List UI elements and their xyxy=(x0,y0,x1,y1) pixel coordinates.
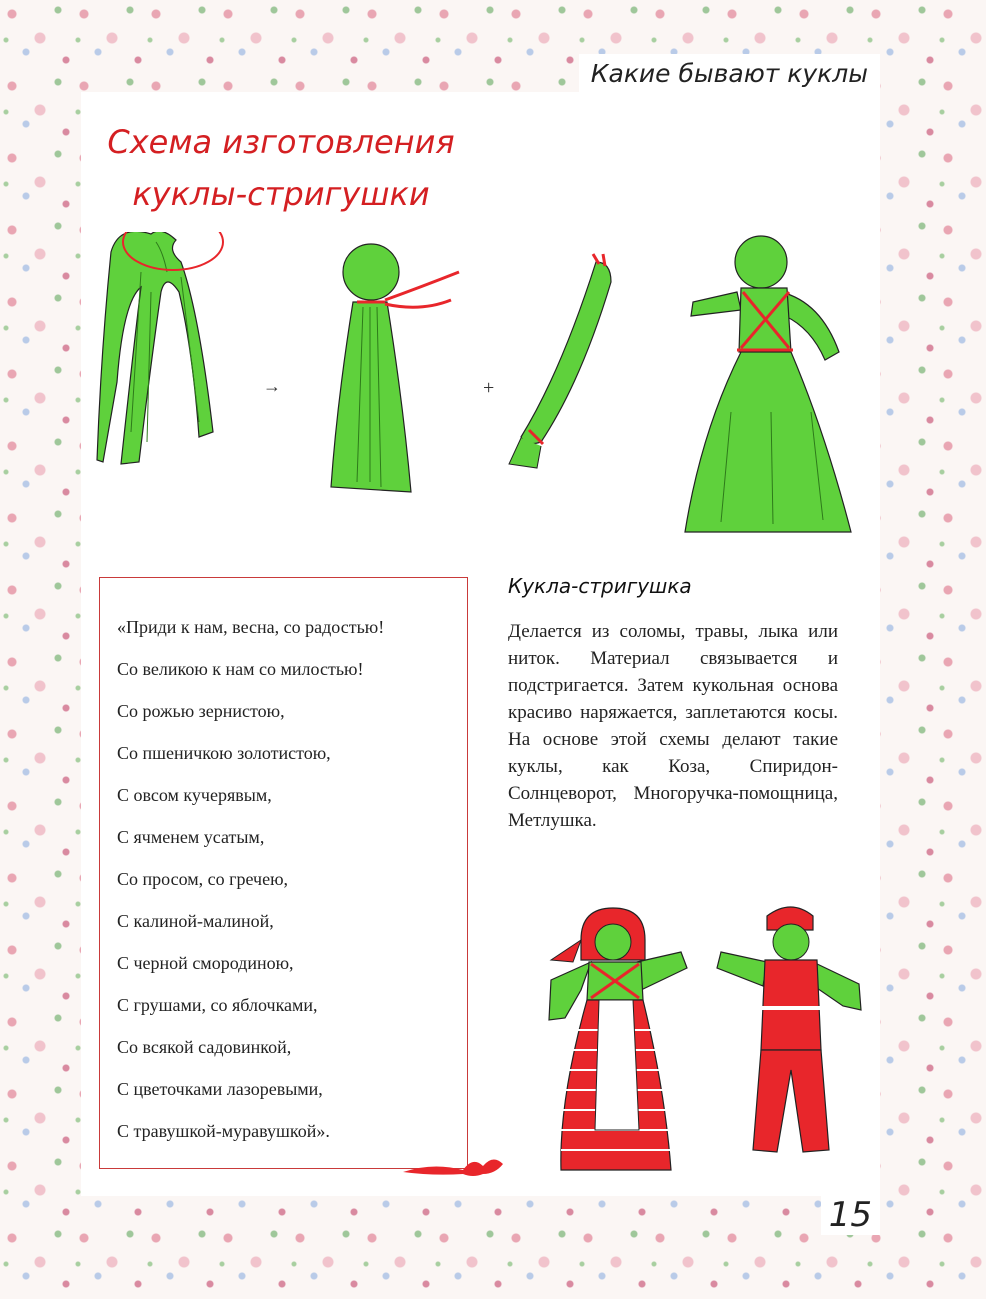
poem-line: Со пшеничкою золотистою, xyxy=(117,743,331,763)
female-doll xyxy=(549,908,687,1170)
poem-line: «Приди к нам, весна, со радостью! xyxy=(117,617,385,637)
arm-roll xyxy=(509,254,611,468)
poem xyxy=(117,606,467,1152)
grass-bundle xyxy=(97,232,223,464)
poem-line: Со рожью зернистою, xyxy=(117,701,285,721)
plus-sign: + xyxy=(483,377,495,399)
scheme-illustration xyxy=(81,232,880,552)
red-flourish xyxy=(403,1150,513,1180)
poem-line: С черной смородиною, xyxy=(117,953,294,973)
page-title xyxy=(101,116,461,220)
poem-line: Со всякой садовинкой, xyxy=(117,1037,292,1057)
poem-line: С травушкой-муравушкой». xyxy=(117,1121,330,1141)
title-line-2: куклы-стригушки xyxy=(132,175,430,213)
finished-doll xyxy=(685,236,851,532)
dolls-pair-illustration xyxy=(541,900,881,1185)
male-doll xyxy=(717,907,861,1152)
description-text: Делается из соломы, травы, лыка или ниток. Материал связывается и подстригается. Затем кукольная основа красиво наряжается, заплетаются косы. На основе этой схемы делают такие куклы, как Коза, Спиридон-Солнцеворот, Многоручка-помощница, Метлушка. xyxy=(508,621,838,831)
poem-line: С ячменем усатым, xyxy=(117,827,265,847)
running-head: Какие бывают куклы xyxy=(579,54,880,94)
description-heading: Кукла-стригушка xyxy=(508,574,692,598)
page-number: 15 xyxy=(821,1195,880,1235)
poem-line: С цветочками лазоревыми, xyxy=(117,1079,323,1099)
poem-line: С овсом кучерявым, xyxy=(117,785,272,805)
poem-line: Со просом, со гречею, xyxy=(117,869,289,889)
arrow-sign: → xyxy=(263,376,281,396)
page-panel xyxy=(81,92,880,1196)
poem-line: Со великою к нам со милостью! xyxy=(117,659,364,679)
folded-bundle xyxy=(331,244,459,492)
poem-line: С грушами, со яблочками, xyxy=(117,995,318,1015)
poem-line: С калиной-малиной, xyxy=(117,911,274,931)
title-line-1: Схема изготовления xyxy=(107,123,455,161)
